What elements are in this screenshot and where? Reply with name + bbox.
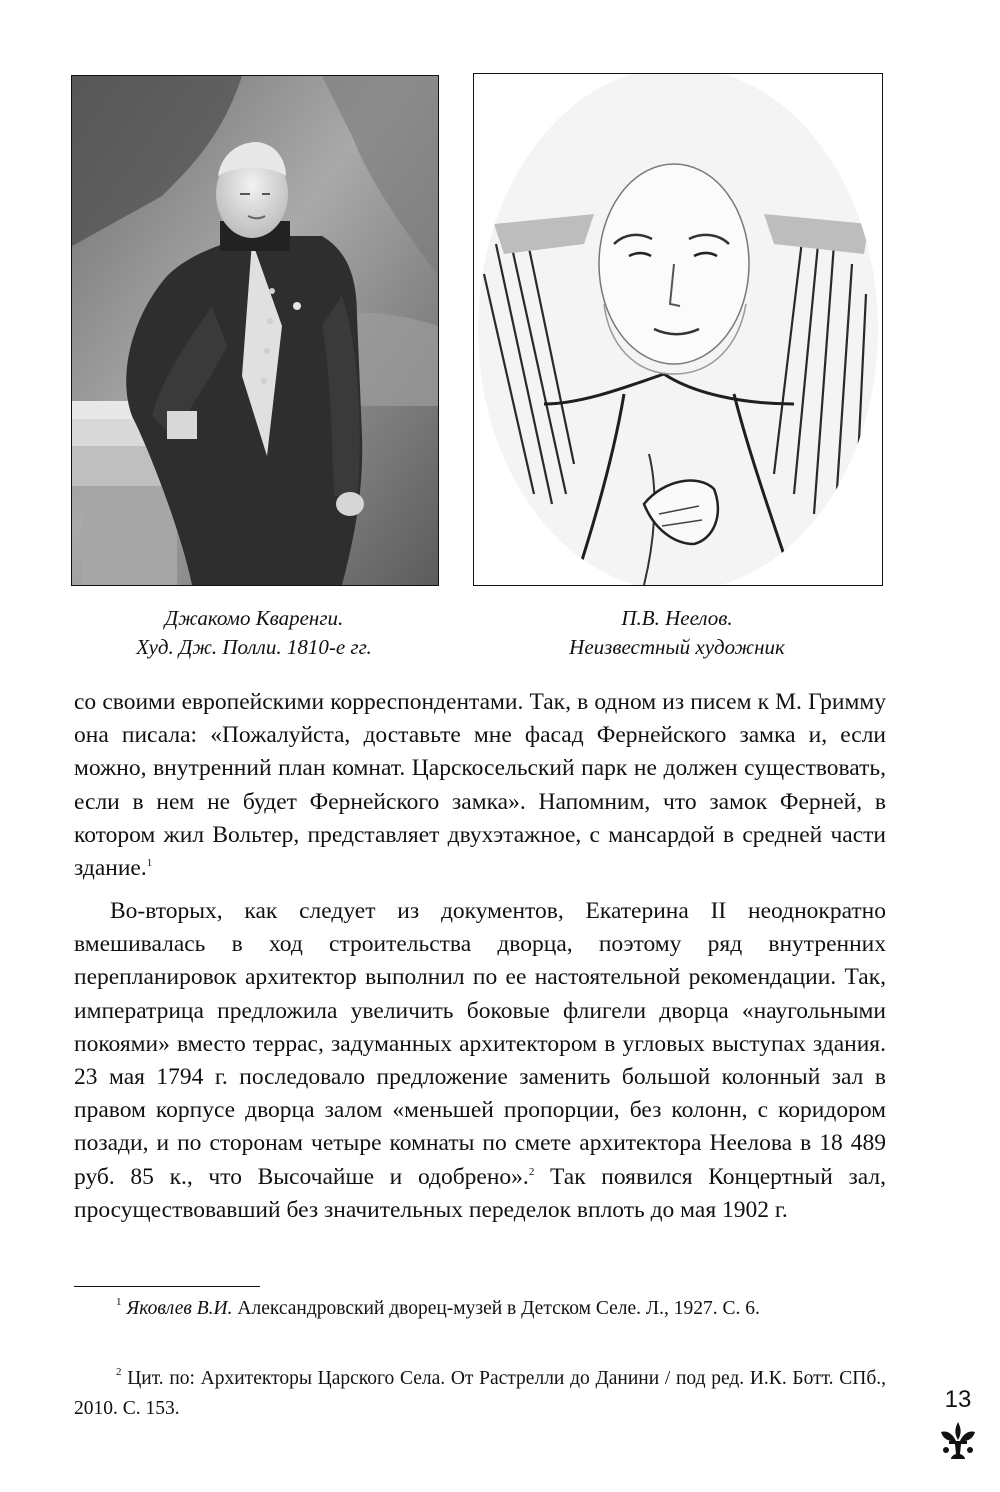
paragraph-text: со своими европейскими корреспондентами. Так, в одном из писем к М. Гримму она писала: «Пожалуйста, доставьте мне фасад Фернейского замка и, если можно, внутренний план комнат. Царскосельский парк не должен существовать, если в нем не будет Фернейского замка». Напомним, что замок Ферней, в котором жил Вольтер, представляет двухэтажное, с мансардой в средней части здание. xyxy=(74,689,886,882)
paragraph-2 xyxy=(74,895,886,1227)
paragraph-1 xyxy=(74,686,886,885)
portrait-neelov-image xyxy=(474,74,882,585)
caption-title: Джакомо Кваренги. xyxy=(164,606,344,630)
footnote-number: 2 xyxy=(116,1366,122,1378)
figure-caption-quarenghi xyxy=(71,604,437,662)
caption-credit: Худ. Дж. Полли. 1810-е гг. xyxy=(136,635,372,659)
footnote-number: 1 xyxy=(116,1296,122,1308)
footnote-author: Яковлев В.И. xyxy=(126,1298,233,1319)
footnote-text: Александровский дворец-музей в Детском Селе. Л., 1927. С. 6. xyxy=(232,1298,760,1319)
figure-neelov-portrait xyxy=(473,73,883,586)
portrait-quarenghi-image xyxy=(72,76,438,585)
figure-quarenghi-portrait xyxy=(71,75,439,586)
paragraph-text: Во-вторых, как следует из документов, Екатерина II неоднократно вмешивалась в ход строительства дворца, поэтому ряд внутренних перепланировок архитектор выполнил по ее настоятельной рекомендации. Так, императрица предложила увеличить боковые флигели дворца «наугольными покоями» вместо террас, задуманных архитектором в угловых выступах здания. 23 мая 1794 г. последовало предложение заменить большой колонный зал в правом корпусе дворца залом «меньшей пропорции, без колонн, с коридором позади, и по сторонам четыре комнаты по смете архитектора Неелова в 18 489 руб. 85 к., что Высочайше и одобрено». xyxy=(74,898,886,1190)
caption-credit: Неизвестный художник xyxy=(569,635,785,659)
footnote-divider xyxy=(74,1286,260,1287)
fleur-de-lis-ornament-icon xyxy=(937,1420,979,1460)
figure-caption-neelov xyxy=(473,604,881,662)
footnote-ref[interactable]: 2 xyxy=(528,1165,535,1178)
caption-title: П.В. Неелов. xyxy=(621,606,733,630)
paragraph-text-continued: Так появился Концертный зал, просуществовавший без значительных переделок вплоть до мая 1902 г. xyxy=(74,1163,886,1223)
page-number: 13 xyxy=(944,1386,972,1413)
footnote-ref[interactable]: 1 xyxy=(146,857,153,870)
footnote-2 xyxy=(74,1364,886,1424)
footnote-text: Цит. по: Архитекторы Царского Села. От Растрелли до Данини / под ред. И.К. Ботт. СПб., 2010. С. 153. xyxy=(74,1368,886,1419)
footnote-1 xyxy=(74,1294,886,1324)
